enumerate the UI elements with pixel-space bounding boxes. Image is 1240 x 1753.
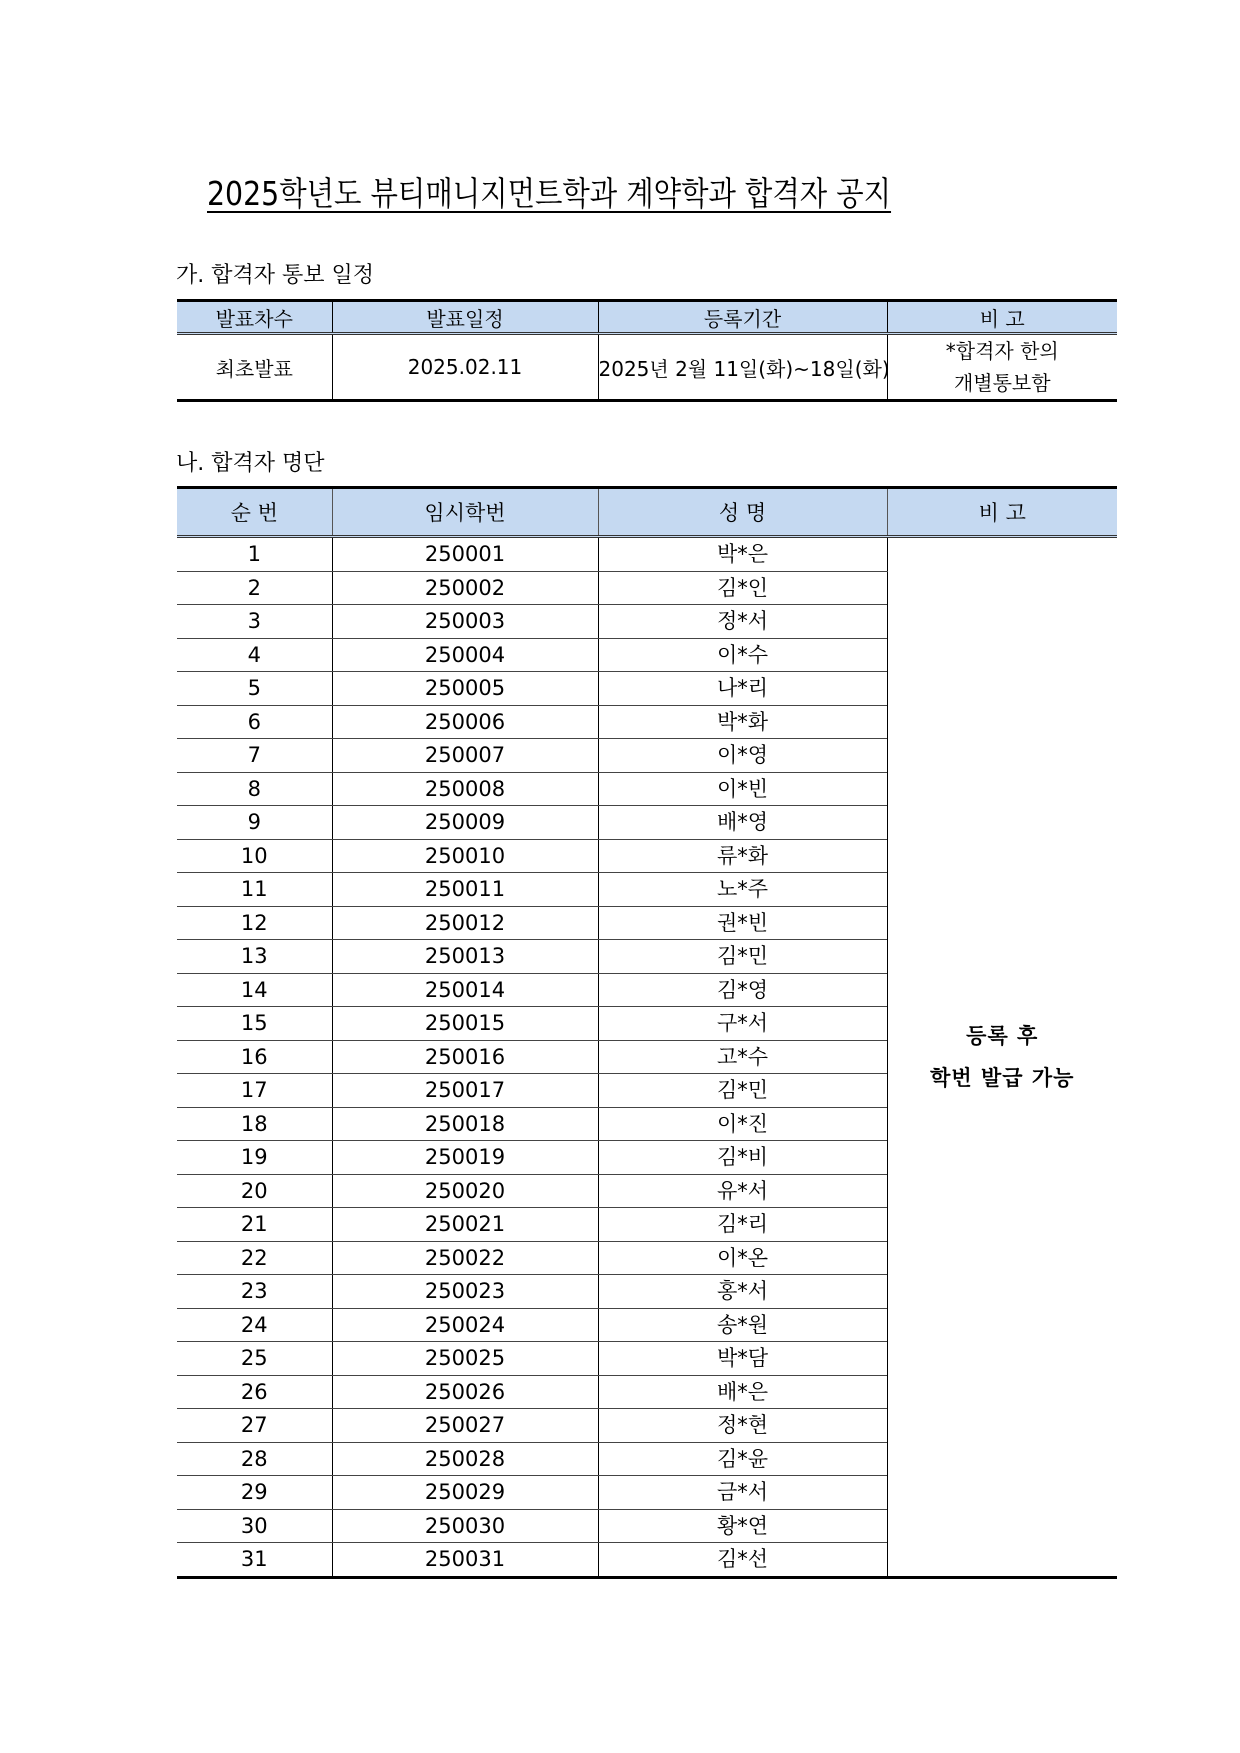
row-number: 29 [177,1476,332,1510]
row-number: 12 [177,906,332,940]
temp-student-id: 250031 [332,1543,598,1578]
student-name: 정*현 [598,1409,887,1443]
student-name: 권*빈 [598,906,887,940]
student-name: 김*인 [598,571,887,605]
column-header: 임시학번 [332,488,598,537]
row-number: 19 [177,1141,332,1175]
registration-period: 2025년 2월 11일(화)~18일(화) [598,334,887,401]
column-header: 발표일정 [332,301,598,334]
column-header: 성 명 [598,488,887,537]
temp-student-id: 250027 [332,1409,598,1443]
temp-student-id: 250009 [332,806,598,840]
temp-student-id: 250030 [332,1509,598,1543]
row-number: 14 [177,973,332,1007]
schedule-note-line: *합격자 한의 [945,339,1059,363]
remark-line: 등록 후 [966,1023,1039,1048]
student-name: 김*민 [598,1074,887,1108]
temp-student-id: 250002 [332,571,598,605]
row-number: 9 [177,806,332,840]
temp-student-id: 250023 [332,1275,598,1309]
temp-student-id: 250026 [332,1375,598,1409]
roster-remark [887,537,1117,1578]
temp-student-id: 250024 [332,1308,598,1342]
temp-student-id: 250007 [332,739,598,773]
student-name: 고*수 [598,1040,887,1074]
row-number: 30 [177,1509,332,1543]
row-number: 4 [177,638,332,672]
temp-student-id: 250029 [332,1476,598,1510]
student-name: 이*빈 [598,772,887,806]
table-row [177,537,1117,572]
temp-student-id: 250005 [332,672,598,706]
announcement-round: 최초발표 [215,356,293,381]
student-name: 김*윤 [598,1442,887,1476]
student-name: 홍*서 [598,1275,887,1309]
student-name: 박*화 [598,705,887,739]
roster-table [177,486,1117,1579]
column-header: 비 고 [887,301,1117,334]
row-number: 10 [177,839,332,873]
student-name: 황*연 [598,1509,887,1543]
temp-student-id: 250022 [332,1241,598,1275]
row-number: 5 [177,672,332,706]
row-number: 27 [177,1409,332,1443]
temp-student-id: 250016 [332,1040,598,1074]
student-name: 김*선 [598,1543,887,1578]
student-name: 이*영 [598,739,887,773]
row-number: 7 [177,739,332,773]
temp-student-id: 250011 [332,873,598,907]
student-name: 이*진 [598,1107,887,1141]
student-name: 배*영 [598,806,887,840]
row-number: 18 [177,1107,332,1141]
student-name: 박*은 [598,537,887,572]
row-number: 2 [177,571,332,605]
schedule-header-row [177,301,1117,334]
student-name: 노*주 [598,873,887,907]
row-number: 25 [177,1342,332,1376]
column-header: 발표차수 [177,301,332,334]
temp-student-id: 250015 [332,1007,598,1041]
student-name: 김*영 [598,973,887,1007]
student-name: 류*화 [598,839,887,873]
row-number: 16 [177,1040,332,1074]
row-number: 22 [177,1241,332,1275]
row-number: 28 [177,1442,332,1476]
announcement-date: 2025.02.11 [332,334,598,401]
section-heading-schedule: 가. 합격자 통보 일정 [176,263,374,288]
row-number: 20 [177,1174,332,1208]
row-number: 13 [177,940,332,974]
row-number: 11 [177,873,332,907]
row-number: 6 [177,705,332,739]
student-name: 금*서 [598,1476,887,1510]
student-name: 유*서 [598,1174,887,1208]
row-number: 8 [177,772,332,806]
temp-student-id: 250014 [332,973,598,1007]
row-number: 21 [177,1208,332,1242]
temp-student-id: 250020 [332,1174,598,1208]
temp-student-id: 250006 [332,705,598,739]
student-name: 구*서 [598,1007,887,1041]
temp-student-id: 250017 [332,1074,598,1108]
student-name: 김*리 [598,1208,887,1242]
schedule-table [177,299,1117,402]
schedule-note-line: 개별통보함 [953,371,1051,395]
page-title: 2025학년도 뷰티매니지먼트학과 계약학과 합격자 공지 [207,174,892,213]
temp-student-id: 250025 [332,1342,598,1376]
student-name: 김*비 [598,1141,887,1175]
student-name: 정*서 [598,605,887,639]
roster-header-row [177,488,1117,537]
temp-student-id: 250019 [332,1141,598,1175]
temp-student-id: 250010 [332,839,598,873]
column-header: 등록기간 [598,301,887,334]
temp-student-id: 250012 [332,906,598,940]
row-number: 24 [177,1308,332,1342]
row-number: 1 [177,537,332,572]
student-name: 배*은 [598,1375,887,1409]
column-header: 순 번 [177,488,332,537]
student-name: 나*리 [598,672,887,706]
section-heading-roster: 나. 합격자 명단 [176,451,325,476]
roster-body [177,537,1117,1578]
column-header: 비 고 [887,488,1117,537]
temp-student-id: 250001 [332,537,598,572]
temp-student-id: 250004 [332,638,598,672]
row-number: 17 [177,1074,332,1108]
student-name: 이*온 [598,1241,887,1275]
temp-student-id: 250028 [332,1442,598,1476]
student-name: 김*민 [598,940,887,974]
schedule-note [887,334,1117,401]
temp-student-id: 250003 [332,605,598,639]
temp-student-id: 250021 [332,1208,598,1242]
row-number: 26 [177,1375,332,1409]
row-number: 15 [177,1007,332,1041]
student-name: 이*수 [598,638,887,672]
temp-student-id: 250008 [332,772,598,806]
row-number: 23 [177,1275,332,1309]
row-number: 31 [177,1543,332,1578]
remark-line: 학번 발급 가능 [930,1065,1075,1090]
schedule-row [177,334,1117,401]
student-name: 박*담 [598,1342,887,1376]
temp-student-id: 250013 [332,940,598,974]
temp-student-id: 250018 [332,1107,598,1141]
student-name: 송*원 [598,1308,887,1342]
row-number: 3 [177,605,332,639]
